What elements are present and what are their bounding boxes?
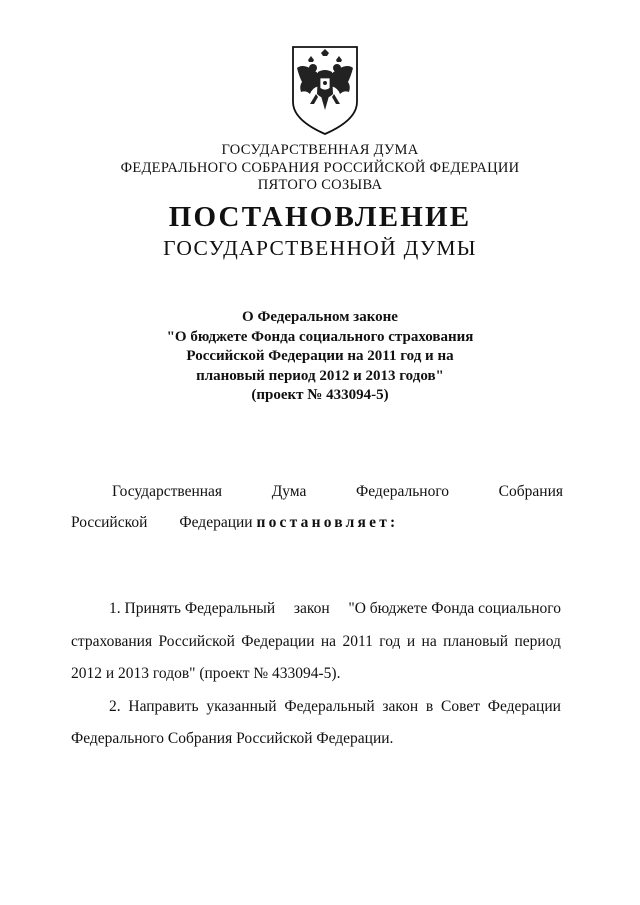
item-word: 2. xyxy=(109,698,121,715)
preamble-line-2 xyxy=(71,514,398,532)
preamble-line-1 xyxy=(112,483,563,501)
preamble-word: Российской xyxy=(71,514,148,531)
item-word: плановый xyxy=(443,633,509,650)
header-duma: ГОСУДАРСТВЕННАЯ ДУМА xyxy=(221,142,419,158)
item-word: 1. Принять Федеральный xyxy=(109,600,276,617)
title-line: (проект № 433094-5) xyxy=(251,387,389,403)
item-2-line-1 xyxy=(109,698,561,716)
double-headed-eagle-icon xyxy=(290,44,360,136)
document-type-title: ПОСТАНОВЛЕНИЕ xyxy=(168,201,472,233)
title-line: "О бюджете Фонда социального страхования xyxy=(166,328,474,345)
title-line: О Федеральном законе xyxy=(242,309,398,325)
item-word: закон xyxy=(382,698,419,715)
header-convocation: ПЯТОГО СОЗЫВА xyxy=(257,177,383,193)
item-word: Российской xyxy=(158,633,235,650)
item-word: период xyxy=(514,633,561,650)
title-line: плановый период 2012 и 2013 годов" xyxy=(196,367,444,384)
item-1-line-3: 2012 и 2013 годов" (проект № 433094-5). xyxy=(71,665,341,682)
preamble-word: Дума xyxy=(271,483,307,500)
item-word: 2011 xyxy=(342,633,373,650)
resolution-title xyxy=(0,308,640,406)
item-word: Федеральный xyxy=(284,698,375,715)
preamble-word: Федерации xyxy=(179,514,253,531)
item-word: страхования xyxy=(71,633,153,650)
item-word: указанный xyxy=(206,698,277,715)
item-word: в xyxy=(425,698,434,715)
document-issuer: ГОСУДАРСТВЕННОЙ ДУМЫ xyxy=(163,236,477,260)
preamble-word: Собрания xyxy=(498,483,563,500)
header-federal-assembly: ФЕДЕРАЛЬНОГО СОБРАНИЯ РОССИЙСКОЙ ФЕДЕРАЦИИ xyxy=(120,160,520,176)
item-word: Федерации xyxy=(487,698,561,715)
item-word: год xyxy=(379,633,401,650)
item-word: Совет xyxy=(441,698,480,715)
item-1-line-1 xyxy=(109,600,561,618)
item-word: на xyxy=(320,633,337,650)
item-word: на xyxy=(421,633,437,650)
item-word: закон xyxy=(293,600,330,617)
item-word: Федерации xyxy=(241,633,315,650)
preamble-word: Федерального xyxy=(356,483,450,500)
item-word: и xyxy=(406,633,416,650)
coat-of-arms-emblem xyxy=(290,44,360,136)
preamble-word: Государственная xyxy=(112,483,223,500)
item-word: "О бюджете Фонда социального xyxy=(348,600,561,617)
item-word: Направить xyxy=(128,698,199,715)
item-2-line-2: Федерального Собрания Российской Федерации. xyxy=(71,730,394,747)
item-1-line-2 xyxy=(71,633,561,651)
title-line: Российской Федерации на 2011 год и на xyxy=(186,348,454,364)
preamble-verb: постановляет: xyxy=(256,514,399,531)
